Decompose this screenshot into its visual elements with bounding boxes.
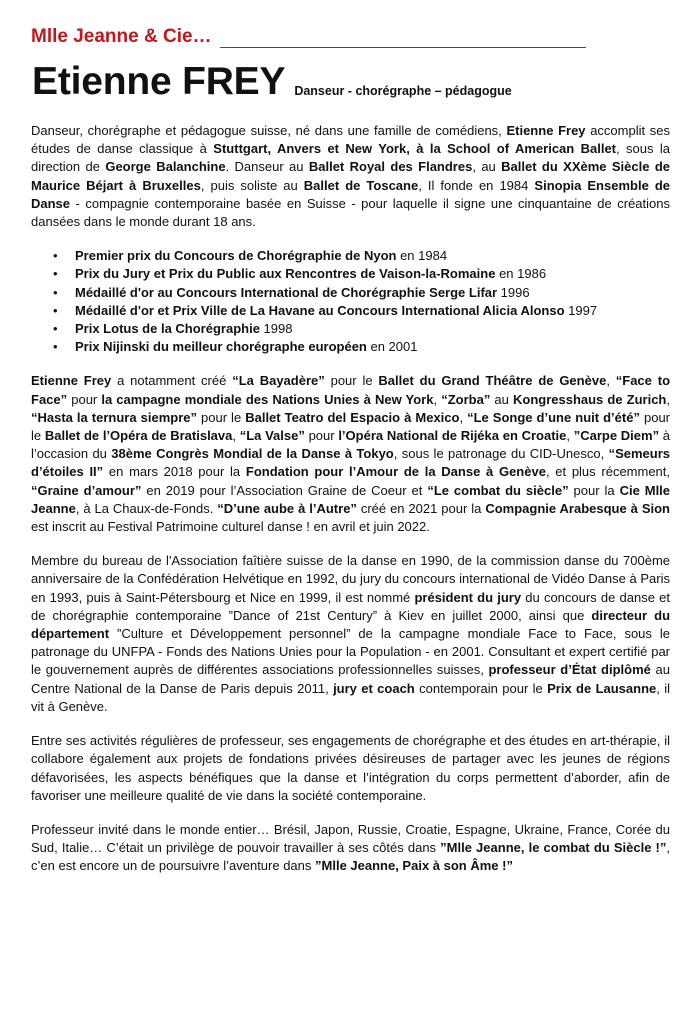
text-run: du concours de danse et de chorégraphie contemporaine ”Dance of 21st Century” à Kiev en juillet 2000, ainsi que [31,589,670,623]
text-run: en 1986 [495,266,547,282]
text-run: 1998 [259,321,293,337]
text-run: est inscrit au Festival Patrimoine culturel danse ! en avril et juin 2022. [31,519,430,535]
bold-text: Fondation pour l’Amour de la Danse à Genève [245,464,546,480]
text-run: pour [304,428,339,444]
text-run: au [490,391,513,407]
bold-text: directeur du département [31,607,671,642]
text-run: 1996 [497,284,530,300]
bio-paragraph-2 [31,372,670,536]
text-run: Professeur invité dans le monde entier… Brésil, Japon, Russie, Croatie, Espagne, Ukraine, France, Corée du Sud, Italie… C’était un privilège de pouvoir travailler à ses côtés dans [31,821,670,856]
text-run: Entre ses activités régulières de professeur, ses engagements de chorégraphe et des études en art-thérapie, il collabore également aux projets de fondations privées désireuses de partager avec les jeunes de régions défavorisées, les aspects bénéfiques que la danse et l’intégration du corps permettent d’aborder, afin de favoriser une meilleure qualité de vie dans la société contemporaine. [31,733,670,803]
text-run: , il vit à Genève. [31,680,671,714]
text-run: , au [472,159,502,175]
bold-text: Cie Mlle Jeanne [31,482,671,516]
bold-text: Stuttgart, Anvers et New York, à la School of American Ballet [213,141,617,157]
bio-paragraph-1 [31,122,670,231]
company-header [31,22,670,48]
text-run: , puis soliste au [200,177,304,193]
text-run: pour le [324,373,379,389]
text-run: , Il fonde en 1984 [418,177,535,193]
bold-text: Compagnie Arabesque à Sion [485,500,670,516]
text-run: , sous le patronage du CID-Unesco, [393,446,609,462]
text-run: ”Culture et Développement personnel” de la campagne mondiale Face to Face, sous le patronage du UNFPA - Fonds des Nations Unies pour la Population - en 2001. Consultant et expert certifié par le gouvernement auprès de différentes associations professionnelles suisses, [31,626,670,678]
bold-text: Ballet de Toscane [303,177,419,193]
person-name: Etienne FREY [32,60,286,103]
text-run: contemporain pour le [414,680,548,696]
bold-text: ”Carpe Diem” [573,428,660,444]
awards-list [31,247,670,356]
company-name: Mlle Jeanne & Cie… [31,26,212,47]
bold-text: Premier prix du Concours de Chorégraphie de Nyon [75,248,397,264]
biography-body [31,122,670,876]
bold-text: Prix Nijinski du meilleur chorégraphe européen [75,339,367,355]
text-run: , [433,391,442,407]
bold-text: Ballet du XXème Siècle de Maurice Béjart à Bruxelles [31,159,670,193]
text-run: , [459,409,468,425]
text-run: en 1984 [396,248,448,264]
text-run: en mars 2018 pour la [103,464,246,480]
bold-text: ”Mlle Jeanne, le combat du Siècle !” [440,840,667,856]
text-run: pour la [568,482,620,498]
bold-text: “D’une aube à l’Autre” [217,500,357,516]
text-run: , [666,391,670,407]
text-run: - compagnie contemporaine basée en Suisse - pour laquelle il signe une cinquantaine de créations dansées dans le monde durant 18 ans. [31,195,670,230]
bold-text: jury et coach [333,680,415,696]
bio-paragraph-4 [31,732,670,805]
header-rule [220,29,586,48]
award-item [75,284,670,302]
bold-text: Etienne Frey [506,123,586,138]
text-run: en 2001 [366,339,418,355]
text-run: accomplit ses études de danse classique à [31,123,670,157]
bold-text: l’Opéra National de Rijéka en Croatie [338,428,567,444]
award-item [75,265,670,283]
text-run: , et plus récemment, [545,464,671,480]
award-item [75,320,670,338]
bold-text: Kongresshaus de Zurich [512,391,667,407]
bio-paragraph-5 [31,821,670,876]
award-item [75,247,670,265]
bold-text: Prix Lotus de la Chorégraphie [75,321,260,337]
bold-text: Ballet du Grand Théâtre de Genève [378,373,607,389]
text-run: Membre du bureau de l'Association faîtière suisse de la danse en 1990, de la commission danse du 700ème anniversaire de la Confédération Helvétique en 1992, du jury du concours international de Vidéo Danse à Paris en 1993, puis à Saint-Pétersbourg et Nice en 1999, il est nommé [31,553,670,605]
bio-paragraph-3 [31,552,670,716]
text-run: en 2019 pour l’Association Graine de Coeur et [141,482,428,498]
bold-text: ”Mlle Jeanne, Paix à son Âme !” [315,858,513,874]
bold-text: Sinopia Ensemble de Danse [31,177,671,211]
bold-text: Prix de Lausanne [547,680,657,696]
title-block [32,62,670,102]
bold-text: Ballet Teatro del Espacio à Mexico [245,409,460,425]
bold-text: “Graine d’amour” [31,482,142,498]
bold-text: la campagne mondiale des Nations Unies à New York [101,391,434,407]
bold-text: “La Bayadère” [232,373,325,389]
bold-text: “Hasta la ternura siempre” [31,409,197,425]
bold-text: “Zorba” [441,391,491,407]
bold-text: “Semeurs d’étoiles II” [31,446,670,480]
text-run: Danseur, chorégraphe et pédagogue suisse, né dans une famille de comédiens, [31,123,507,138]
bold-text: “Face to Face” [31,373,671,407]
text-run: , [606,373,616,389]
text-run: créé en 2021 pour la [356,500,486,516]
bold-text: 38ème Congrès Mondial de la Danse à Tokyo [111,446,394,462]
text-run: , [566,428,574,444]
text-run: à l’occasion du [31,428,671,462]
text-run: pour le [196,409,246,425]
bold-text: Ballet de l’Opéra de Bratislava [44,428,233,444]
text-run: , c’en est encore un de poursuivre l’aventure dans [31,840,671,874]
bold-text: George Balanchine [105,159,226,175]
text-run: au Centre National de la Danse de Paris depuis 2011, [31,662,670,696]
bold-text: président du jury [414,589,522,605]
text-run: pour [67,391,102,407]
text-run: , sous la direction de [31,141,670,175]
bold-text: Ballet Royal des Flandres [308,159,473,175]
bold-text: Médaillé d'or au Concours International de Chorégraphie Serge Lifar [75,284,498,300]
bold-text: professeur d’État diplômé [488,662,651,678]
bold-text: Prix du Jury et Prix du Public aux Rencontres de Vaison-la-Romaine [75,266,496,282]
text-run: a notamment créé [111,373,233,389]
bold-text: Etienne Frey [31,373,112,389]
award-item [75,338,670,356]
person-roles: Danseur - chorégraphe – pédagogue [294,84,512,98]
text-run: 1997 [564,302,598,318]
text-run: . Danseur au [225,159,309,175]
text-run: , à La Chaux-de-Fonds. [75,500,218,516]
bold-text: “Le combat du siècle” [427,482,569,498]
bold-text: Médaillé d'or et Prix Ville de La Havane au Concours International Alicia Alonso [75,302,565,318]
text-run: , [232,428,240,444]
text-run: pour le [31,409,670,444]
bold-text: “La Valse” [239,428,305,444]
bold-text: “Le Songe d’une nuit d’été” [467,409,640,425]
award-item [75,302,670,320]
